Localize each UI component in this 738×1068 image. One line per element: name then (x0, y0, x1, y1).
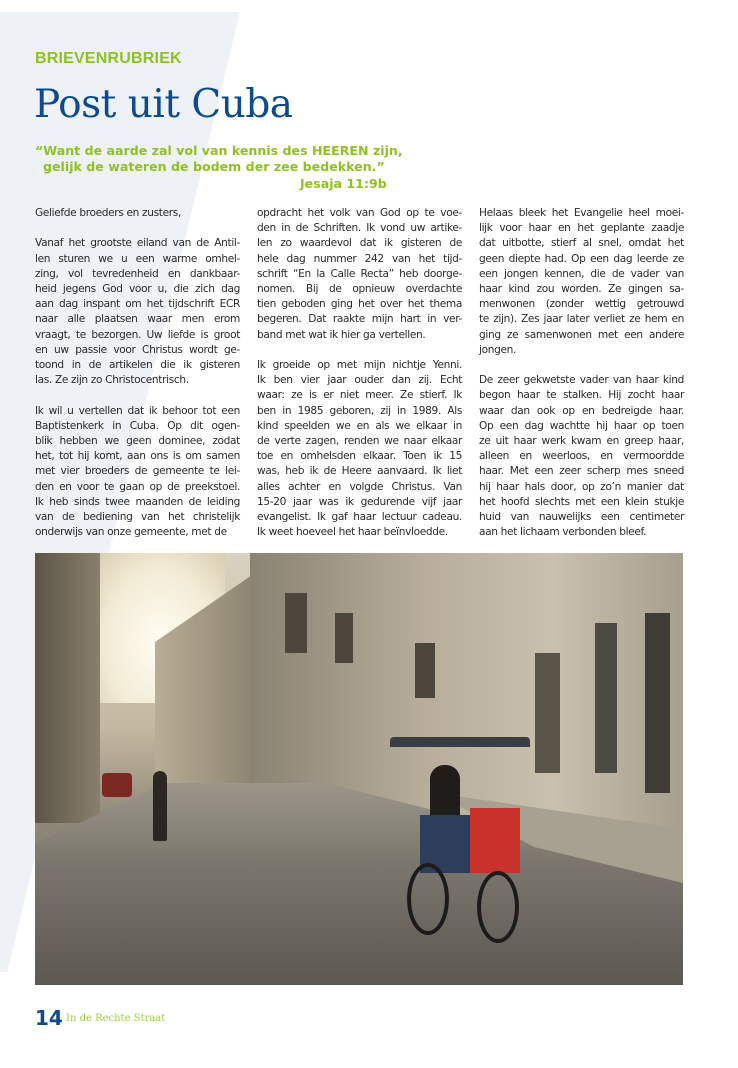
quote-line-1: “Want de aarde zal vol van kennis des HEEREN zijn, (35, 143, 403, 158)
text-line: nomen. Bij de opnieuw overdachte (257, 283, 462, 296)
text-line: band met wat ik hier ga vertellen. (257, 328, 426, 341)
text-line: Vanaf het grootste eiland van de Antil- (35, 237, 240, 250)
text-line: De zeer gekwetste vader van haar kind (479, 374, 684, 387)
photo-building-left (35, 553, 100, 823)
quote-reference: Jesaja 11:9b (300, 176, 387, 191)
text-line: las. Ze zijn zo Christocentrisch. (35, 374, 189, 387)
text-line: haar. Met een zeer scherp mes sneed (479, 465, 684, 478)
text-line: was, heb ik de Heere aanvaard. Ik liet (257, 465, 462, 478)
text-line: het, tot hij komt, aan ons is om samen (35, 450, 240, 463)
text-line: Helaas bleek het Evangelie heel moei- (479, 207, 684, 219)
text-line: de verte zagen, renden we naar elkaar (257, 435, 462, 448)
paragraph (35, 404, 240, 541)
bible-quote (35, 143, 403, 191)
text-line: aan het lichaam verbonden bleef. (479, 526, 647, 539)
text-line: onderwijs van onze gemeente, met de (35, 526, 227, 539)
text-line: vraagt, te bezorgen. Uw liefde is groot (35, 328, 240, 341)
text-line: te zijn). Zes jaar later verliet ze hem en (479, 313, 684, 326)
paragraph (479, 206, 684, 358)
text-line: Baptistenkerk in Cuba. Op dit ogen- (35, 419, 240, 432)
text-line: huid van nauwelijks een centimeter (479, 511, 684, 524)
photo-doorway (535, 653, 560, 773)
text-line: een jongen kennen, die de vader van (479, 267, 684, 280)
havana-street-photo (35, 553, 683, 985)
text-line: hele dag nummer 242 van het tijd- (257, 252, 462, 265)
paragraph (35, 206, 240, 221)
photo-window (415, 643, 435, 698)
text-line: Geliefde broeders en zusters, (35, 207, 181, 219)
text-line: geen diepte had. Op een dag leerde ze (479, 252, 684, 265)
text-line: jongen. (479, 343, 517, 356)
text-line: hij haar hals door, op zo’n manier dat (479, 480, 684, 493)
page-number: 14 (35, 1006, 63, 1030)
text-line: Op een dag wachtte hij haar op toen (479, 419, 684, 432)
text-line: kind speelden we en als we elkaar in (257, 419, 462, 432)
text-line: dat uitbotte, stierf al snel, omdat het (479, 237, 684, 250)
page-title: Post uit Cuba (34, 82, 293, 127)
paragraph (257, 206, 462, 343)
text-line: van de bediening van het christelijk (35, 511, 240, 524)
text-line: Ik weet hoeveel het haar beïnvloedde. (257, 526, 448, 539)
text-line: met vier broeders de gemeente te lei- (35, 465, 240, 478)
photo-cyclist (430, 765, 460, 820)
text-line: blik hebben we geen dominee, zodat (35, 435, 240, 448)
text-line: tien geboden ging het over het thema (257, 298, 462, 311)
text-line: alleen en weerloos, en vermoordde (479, 450, 684, 463)
paragraph (257, 358, 462, 540)
text-line: waar dan ook op en bedreigde haar. (479, 404, 684, 417)
text-line: len sturen we u een warme omhel- (35, 252, 240, 265)
paragraph (35, 236, 240, 388)
text-line: lijk voor haar en het geplante zaadje (479, 222, 684, 235)
text-line: en uw passie voor Christus wordt ge- (35, 343, 240, 356)
text-line: ben in 1985 geboren, zij in 1989. Als (257, 404, 462, 417)
photo-car (102, 773, 132, 797)
photo-wheel (407, 863, 449, 935)
article-column-1 (35, 206, 240, 540)
text-line: Ik groeide op met mijn nichtje Yenni. (257, 359, 462, 372)
text-line: den in de Schriften. Ik vond uw artike- (257, 222, 462, 235)
section-label: BRIEVENRUBRIEK (35, 50, 182, 67)
photo-bicitaxi-roof (390, 737, 530, 747)
text-line: Ik heb sinds twee maanden de leiding (35, 495, 240, 508)
text-line: ze uit haar werk kwam en greep haar, (479, 435, 684, 448)
photo-doorway (595, 623, 617, 773)
text-line: haar kind zou worden. Ze gingen sa- (479, 283, 684, 296)
text-line: schrift “En la Calle Recta” heb doorge- (257, 267, 462, 280)
text-line: begon haar te stalken. Hij zocht haar (479, 389, 684, 402)
article-column-3 (479, 206, 684, 540)
text-line: begeren. Dat raakte mijn hart in ver- (257, 313, 462, 326)
text-line: aan dag inspant om het tijdschrift ECR (35, 298, 240, 311)
publication-name: In de Rechte Straat (66, 1013, 166, 1024)
text-line: heid jegens God voor u, die zich dag (35, 283, 240, 295)
text-line: Ik ben vier jaar ouder dan zij. Echt (257, 374, 462, 387)
text-line: waar: ze is er niet meer. Ze stierf. Ik (257, 389, 462, 402)
text-line: Ik wil u vertellen dat ik behoor tot een (35, 404, 240, 417)
text-line: alles achter en volgde Christus. Van (257, 480, 462, 493)
photo-window (285, 593, 307, 653)
text-line: toe en omhelsden elkaar. Toen ik 15 (257, 450, 462, 463)
text-line: zing, vol tevredenheid en dankbaar- (35, 267, 240, 280)
text-line: menwonen (zonder wettig getrouwd (479, 298, 684, 311)
photo-wheel (477, 871, 519, 943)
article-column-2 (257, 206, 462, 540)
photo-pedestrian (153, 771, 167, 841)
quote-line-2: gelijk de wateren de bodem der zee bedekken.” (43, 159, 385, 174)
text-line: het hoofd slechts met een klein stukje (479, 495, 684, 508)
photo-window (335, 613, 353, 663)
photo-bicitaxi-side (470, 808, 520, 873)
text-line: len zo waardevol dat ik gisteren de (257, 237, 462, 250)
text-line: ging ze samenwonen met een andere (479, 328, 684, 341)
text-line: den en voor te gaan op de preekstoel. (35, 480, 240, 493)
text-line: opdracht het volk van God op te voe- (257, 207, 462, 219)
text-line: naar alle plaatsen waar men erom (35, 313, 240, 326)
paragraph (479, 373, 684, 540)
text-line: evangelist. Ik gaf haar lectuur cadeau. (257, 511, 462, 524)
photo-doorway (645, 613, 670, 793)
text-line: 15-20 jaar was ik gedurende vijf jaar (257, 495, 462, 508)
text-line: toond in de artikelen die ik gisteren (35, 359, 240, 372)
